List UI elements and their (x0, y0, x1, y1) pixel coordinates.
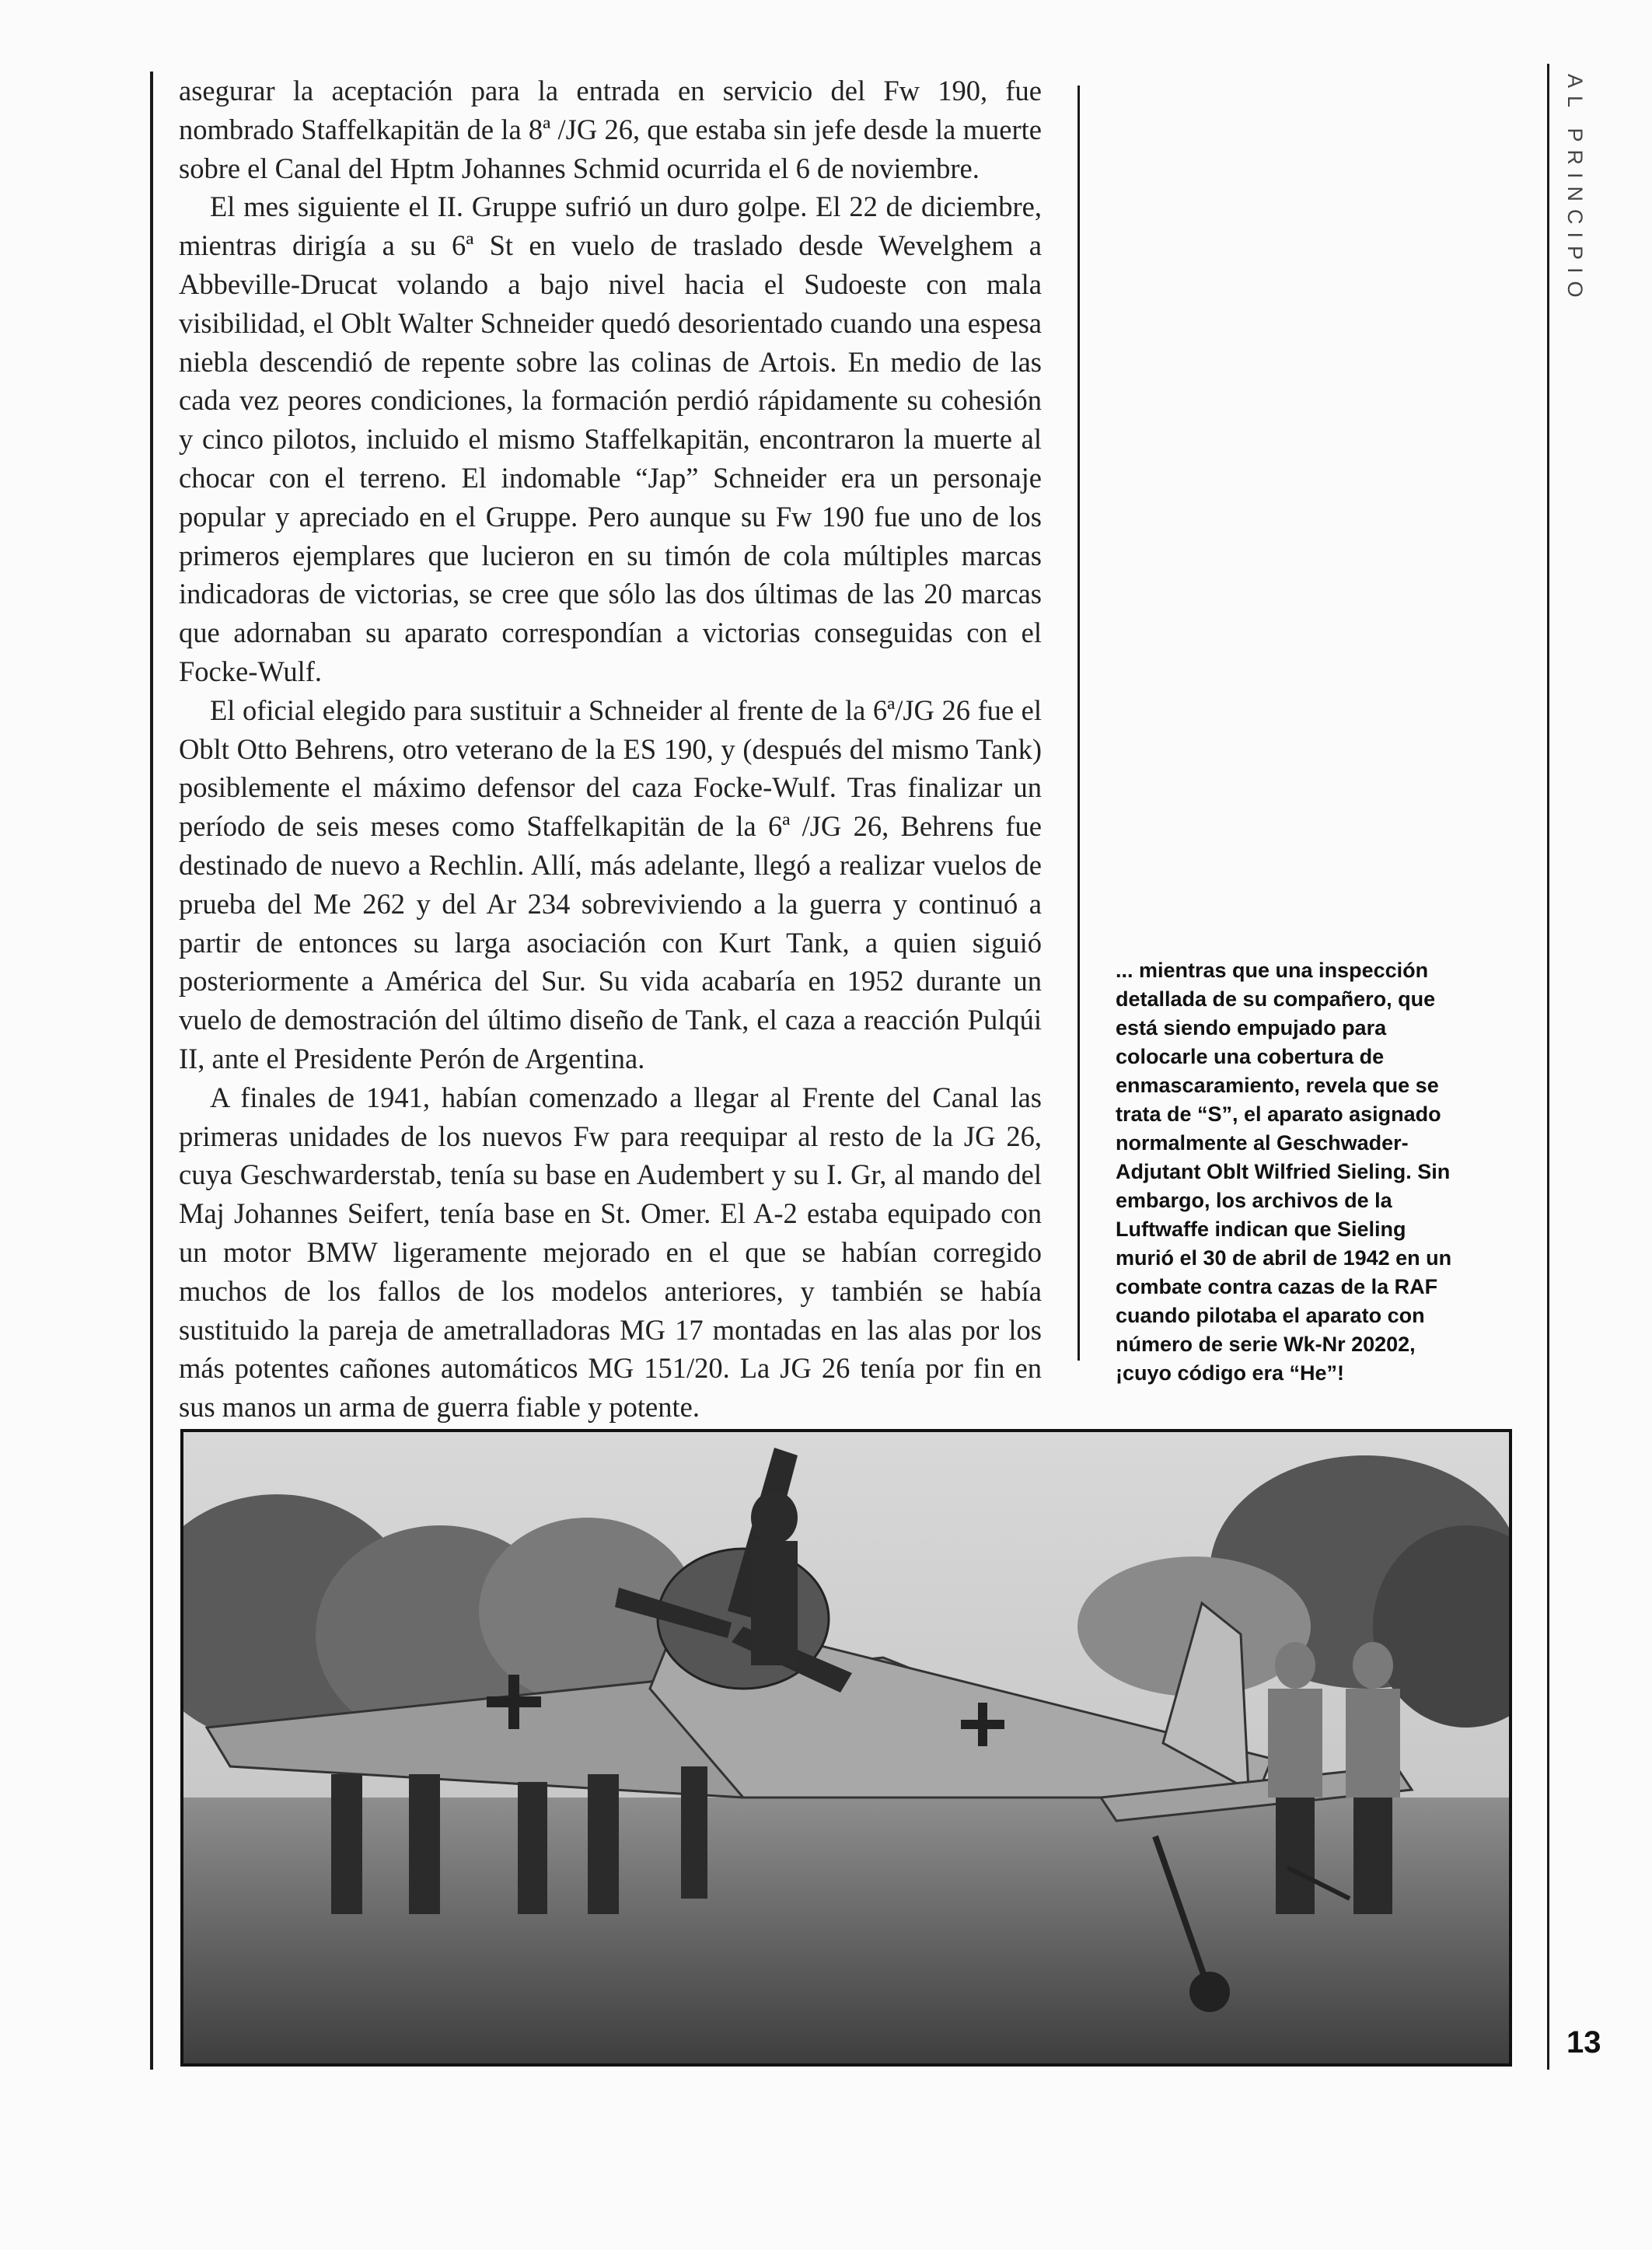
paragraph: asegurar la aceptación para la entrada en servicio del Fw 190, fue nombrado Staffelkapitän de la 8ª /JG 26, que estaba sin jefe desde la muerte sobre el Canal del Hptm Johannes Schmid ocurrida el 6 de noviembre. (179, 75, 1042, 184)
running-head: AL PRINCIPIO (1563, 74, 1587, 306)
aircraft-photo (180, 1429, 1512, 2067)
left-margin-rule (150, 72, 153, 2070)
article-body (179, 72, 1042, 1427)
paragraph: El oficial elegido para sustituir a Schneider al frente de la 6ª/JG 26 fue el Oblt Otto Behrens, otro veterano de la ES 190, y (después del mismo Tank) posiblemente el máximo defensor del caza Focke-Wulf. Tras finalizar un período de seis meses como Staffelkapitän de la 6ª /JG 26, Behrens fue destinado de nuevo a Rechlin. Allí, más adelante, llegó a realizar vuelos de prueba del Me 262 y del Ar 234 sobreviviendo a la guerra y continuó a partir de entonces su larga asociación con Kurt Tank, a quien siguió posteriormente a América del Sur. Su vida acabaría en 1952 durante un vuelo de demostración del último diseño de Tank, el caza a reacción Pulqúi II, ante el Presidente Perón de Argentina. (179, 694, 1042, 1074)
paragraph: A finales de 1941, habían comenzado a llegar al Frente del Canal las primeras unidades de los nuevos Fw para reequipar al resto de la JG 26, cuya Geschwarderstab, tenía su base en Audembert y su I. Gr, al mando del Maj Johannes Seifert, tenía base en St. Omer. El A-2 estaba equipado con un motor BMW ligeramente mejorado en el que se habían corregido muchos de los fallos de los modelos anteriores, y también se había sustituido la pareja de ametralladoras MG 17 montadas en las alas por los más potentes cañones automáticos MG 151/20. La JG 26 tenía por fin en sus manos un arma de guerra fiable y potente. (179, 1081, 1042, 1424)
aircraft-photo-illustration (183, 1432, 1509, 2063)
column-divider (1077, 86, 1080, 1361)
right-margin-rule (1547, 64, 1549, 2070)
photo-caption: ... mientras que una inspección detallada de su compañero, que está siendo empujado para colocarle una cobertura de enmascaramiento, revela que se trata de “S”, el aparato asignado normalmente al Geschwader-Adjutant Oblt Wilfried Sieling. Sin embargo, los archivos de la Luftwaffe indican que Sieling murió el 30 de abril de 1942 en un combate contra cazas de la RAF cuando pilotaba el aparato con número de serie Wk-Nr 20202, ¡cuyo código era “He”! (1116, 959, 1452, 1385)
paragraph: El mes siguiente el II. Gruppe sufrió un duro golpe. El 22 de diciembre, mientras dirigía a su 6ª St en vuelo de traslado desde Wevelghem a Abbeville-Drucat volando a bajo nivel hacia el Sudoeste con mala visibilidad, el Oblt Walter Schneider quedó desorientado cuando una espesa niebla descendió de repente sobre las colinas de Artois. En medio de las cada vez peores condiciones, la formación perdió rápidamente su cohesión y cinco pilotos, incluido el mismo Staffelkapitän, encontraron la muerte al chocar con el terreno. El indomable “Jap” Schneider era un personaje popular y apreciado en el Gruppe. Pero aunque su Fw 190 fue uno de los primeros ejemplares que lucieron en su timón de cola múltiples marcas indicadoras de victorias, se cree que sólo las dos últimas de las 20 marcas que adornaban su aparato correspondían a victorias conseguidas con el Focke-Wulf. (179, 190, 1042, 687)
page-number: 13 (1566, 2025, 1601, 2060)
